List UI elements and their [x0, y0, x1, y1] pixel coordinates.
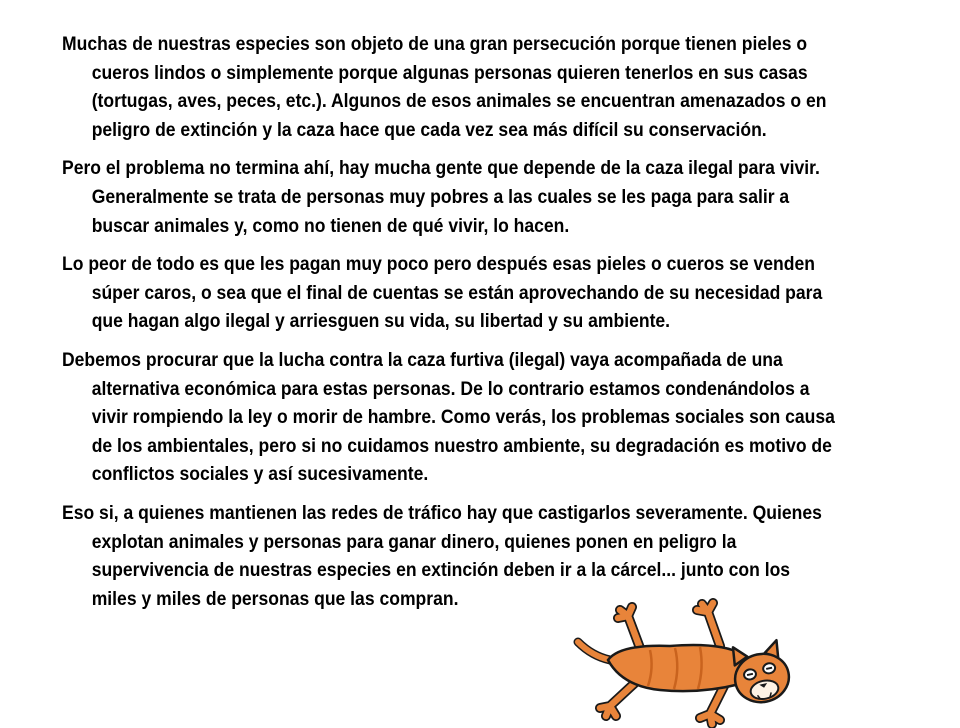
paragraph-punish-traffickers: Eso si, a quienes mantienen las redes de tráfico hay que castigarlos severamente. Quienes explotan animales y personas para ganar dinero, quienes ponen en peligro la supervivencia de nuestras especies en extinción deben ir a la cárcel... junto con los miles y miles de personas que las compran.	[62, 501, 822, 610]
paragraph-persecution: Muchas de nuestras especies son objeto de una gran persecución porque tienen pieles o cueros lindos o simplemente porque algunas personas quieren tenerlos en sus casas (tortugas, aves, peces, etc.). Algunos de esos animales se encuentran amenazados o en peligro de extinción y la caza hace que cada vez sea más difícil su conservación.	[62, 33, 827, 141]
paragraph-economic-alternative: Debemos procurar que la lucha contra la caza furtiva (ilegal) vaya acompañada de una alternativa económica para estas personas. De lo contrario estamos condenándolos a vivir rompiendo la ley o morir de hambre. Como verás, los problemas sociales son causa de los ambientales, pero si no cuidamos nuestro ambiente, su degradación es motivo de conflictos sociales y así sucesivamente.	[62, 348, 835, 486]
paragraph-illegal-hunting: Pero el problema no termina ahí, hay mucha gente que depende de la caza ilegal para vivir. Generalmente se trata de personas muy pobres a las cuales se les paga para salir a buscar animales y, como no tienen de qué vivir, lo hacen.	[62, 157, 820, 237]
animal-skin-rug-icon	[570, 598, 800, 728]
paragraph-low-pay: Lo peor de todo es que les pagan muy poco pero después esas pieles o cueros se venden súper caros, o sea que el final de cuentas se están aprovechando de su necesidad para que hagan algo ilegal y arriesguen su vida, su libertad y su ambiente.	[62, 253, 823, 333]
body-text	[62, 30, 836, 613]
